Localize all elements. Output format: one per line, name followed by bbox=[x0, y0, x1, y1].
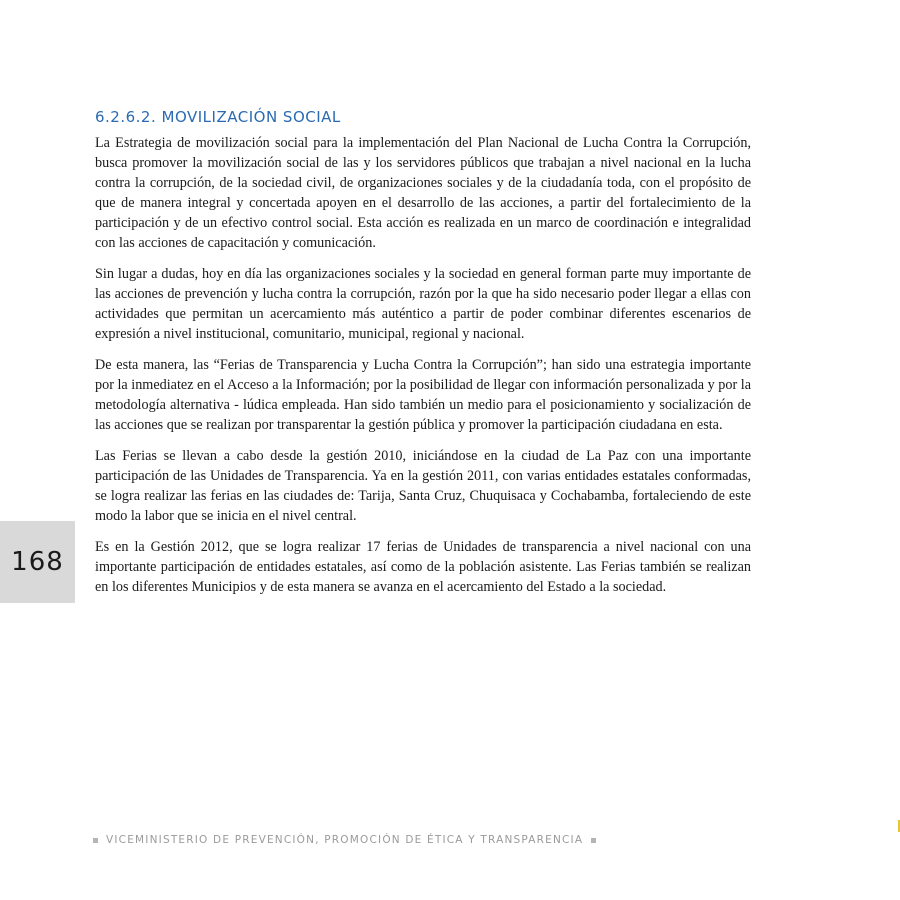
section-heading: 6.2.6.2. MOVILIZACIÓN SOCIAL bbox=[95, 108, 341, 126]
page-number: 168 bbox=[11, 547, 64, 577]
paragraph-4: Las Ferias se llevan a cabo desde la gestión 2010, iniciándose en la ciudad de La Paz con una importante participación de las Unidades de Transparencia. Ya en la gestión 2011, con varias entidades estatales conformadas, se logra realizar las ferias en las ciudades de: Tarija, Santa Cruz, Chuquisaca y Cochabamba, fortaleciendo de este modo la labor que se inicia en el nivel central. bbox=[95, 448, 751, 524]
footer bbox=[93, 834, 596, 846]
paragraph-5: Es en la Gestión 2012, que se logra realizar 17 ferias de Unidades de transparencia a nivel nacional con una importante participación de entidades estatales, así como de la población asistente. Las Ferias también se realizan en los diferentes Municipios y de esta manera se avanza en el acercamiento del Estado a la sociedad. bbox=[95, 539, 751, 595]
footer-bullet-right-icon bbox=[591, 838, 596, 843]
page-number-tab bbox=[0, 521, 75, 603]
footer-text: VICEMINISTERIO DE PREVENCIÓN, PROMOCIÓN DE ÉTICA Y TRANSPARENCIA bbox=[106, 834, 584, 846]
paragraph-3: De esta manera, las “Ferias de Transparencia y Lucha Contra la Corrupción”; han sido una estrategia importante por la inmediatez en el Acceso a la Información; por la posibilidad de llegar con información personalizada y por la metodología alternativa - lúdica empleada. Han sido también un medio para el posicionamiento y socialización de las acciones que se realizan por transparentar la gestión pública y promover la participación ciudadana en esta. bbox=[95, 357, 751, 433]
footer-bullet-left-icon bbox=[93, 838, 98, 843]
paragraph-2: Sin lugar a dudas, hoy en día las organizaciones sociales y la sociedad en general forman parte muy importante de las acciones de prevención y lucha contra la corrupción, razón por la que ha sido necesario poder llegar a ellas con actividades que permitan un acercamiento más auténtico a partir de poder combinar diferentes escenarios de expresión a nivel institucional, comunitario, municipal, regional y nacional. bbox=[95, 266, 751, 342]
body-text bbox=[95, 133, 751, 608]
paragraph-1: La Estrategia de movilización social para la implementación del Plan Nacional de Lucha Contra la Corrupción, busca promover la movilización social de las y los servidores públicos que trabajan a nivel nacional en la lucha contra la corrupción, de la sociedad civil, de organizaciones sociales y de la ciudadanía toda, con el propósito de que de manera integral y concertada apoyen en el desarrollo de las acciones, a partir del fortalecimiento de la participación y de un efectivo control social. Esta acción es realizada en un marco de coordinación e integralidad con las acciones de capacitación y comunicación. bbox=[95, 135, 751, 251]
